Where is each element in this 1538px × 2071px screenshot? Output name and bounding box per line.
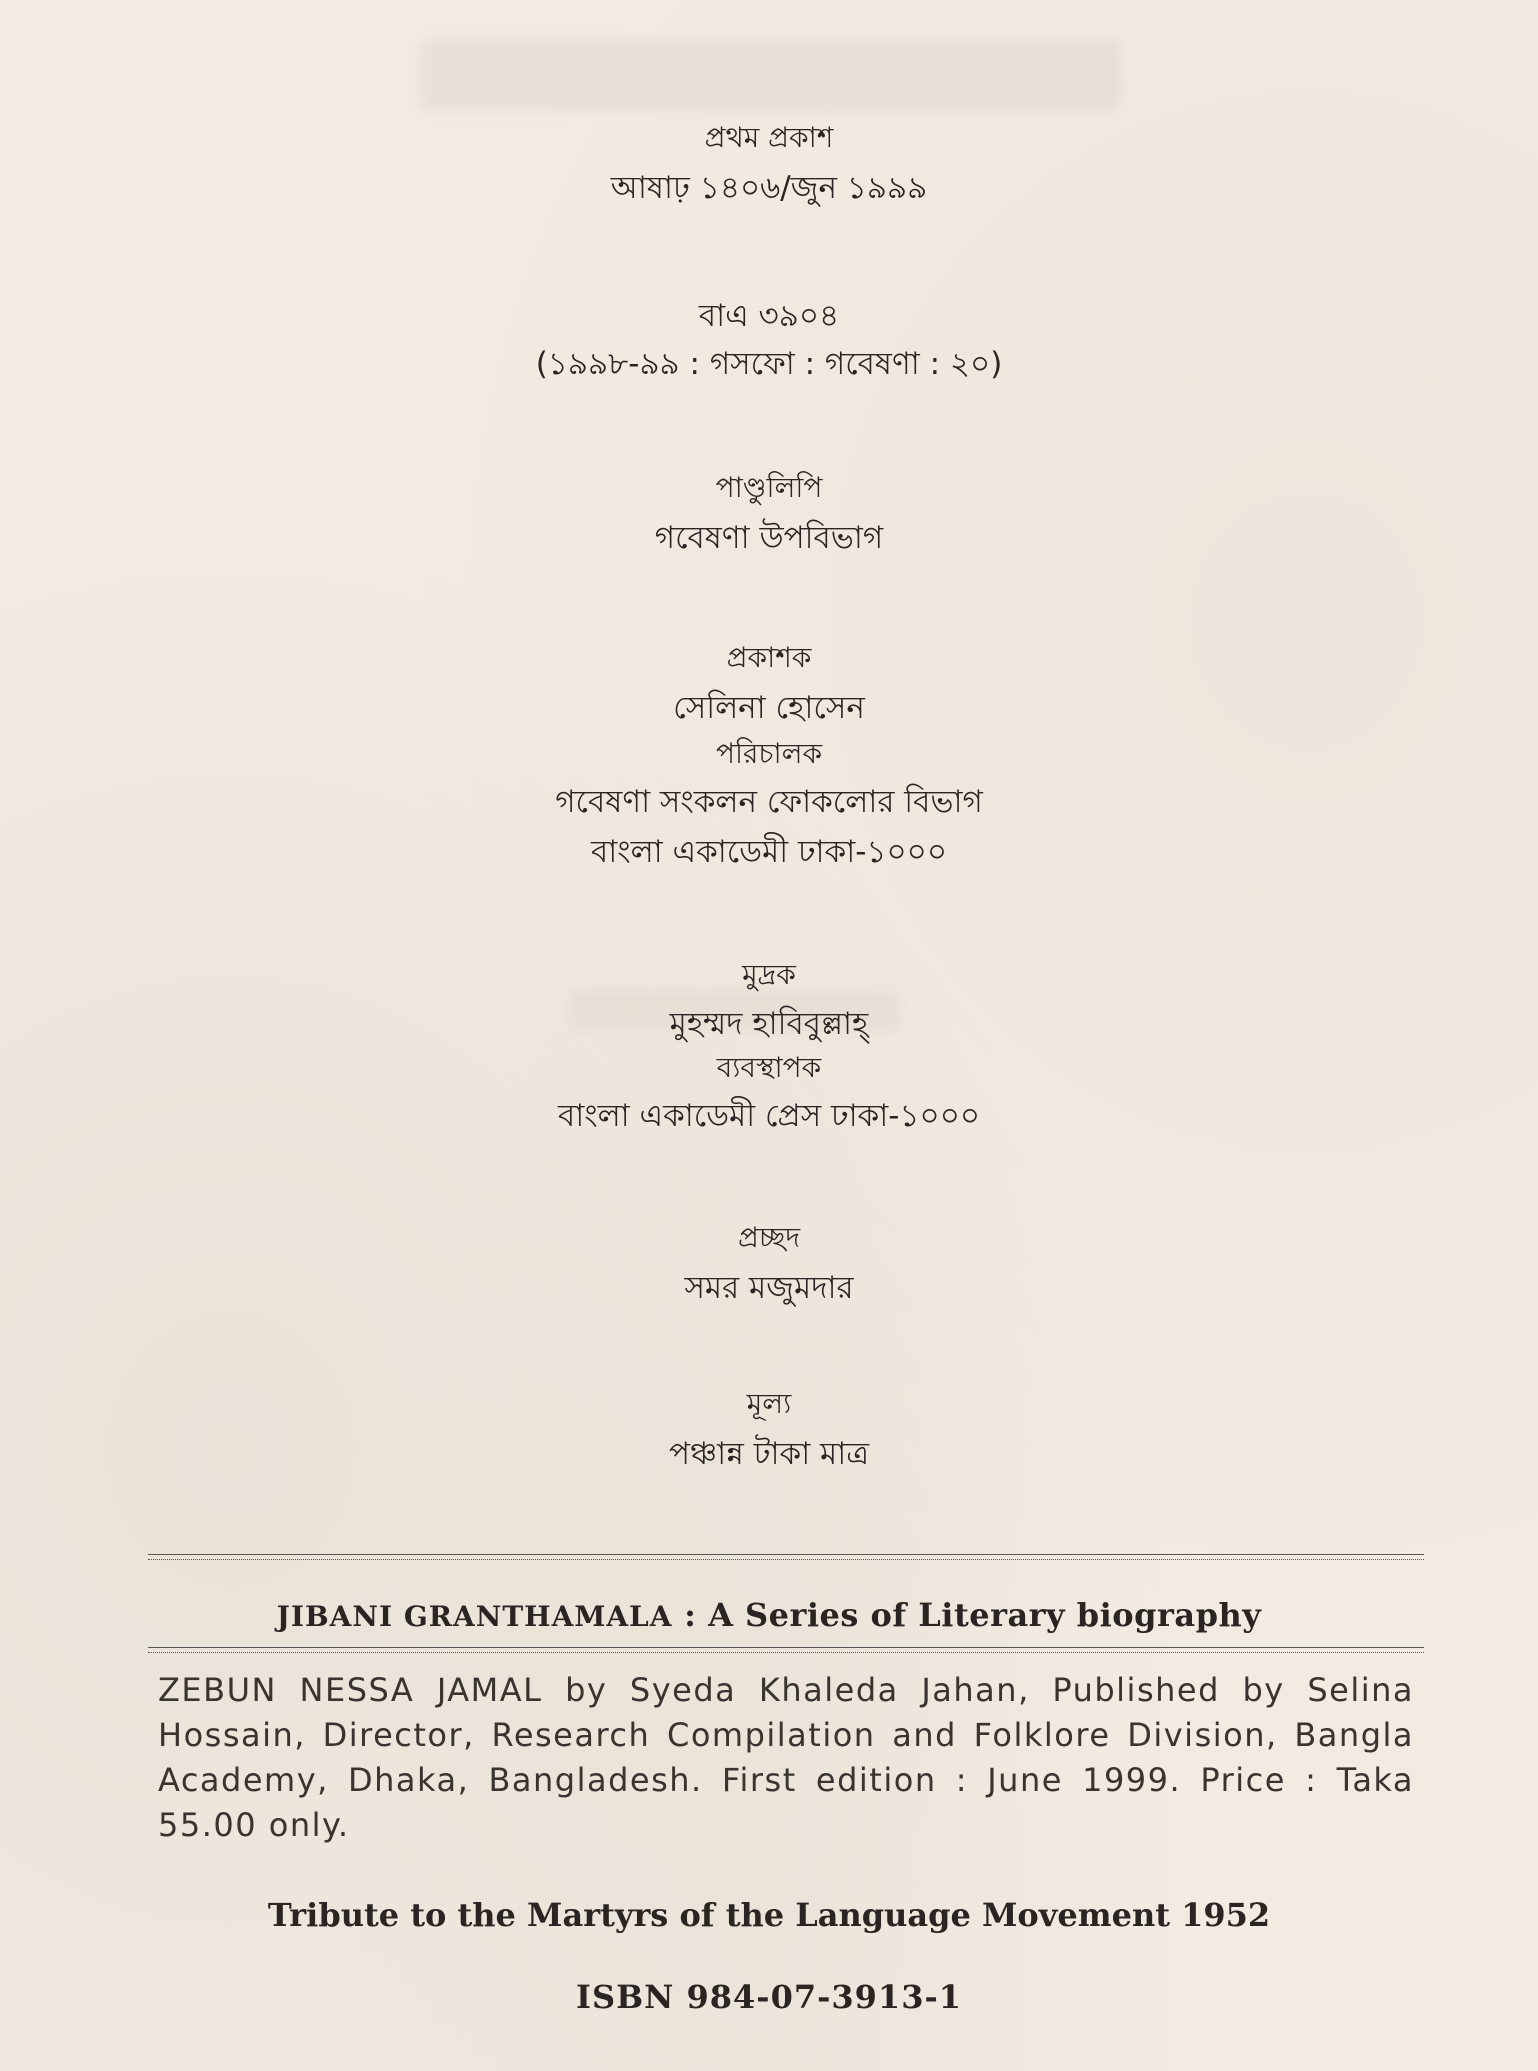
cover-artist: সমর মজুমদার [684, 1270, 854, 1306]
tribute-line: Tribute to the Martyrs of the Language Movement 1952 [267, 1896, 1271, 1934]
series-name: JIBANI GRANTHAMALA [276, 1600, 673, 1633]
manuscript-label: পাণ্ডুলিপি [715, 471, 823, 504]
printer-address: বাংলা একাডেমী প্রেস ঢাকা-১০০০ [557, 1098, 981, 1134]
series-title [0, 1596, 1538, 1634]
publisher-name: সেলিনা হোসেন [673, 690, 865, 726]
isbn: ISBN 984-07-3913-1 [575, 1978, 962, 2016]
publisher-division: গবেষণা সংকলন ফোকলোর বিভাগ [555, 784, 983, 820]
series-separator: : [684, 1596, 697, 1634]
bottom-divider [148, 1647, 1424, 1653]
publisher-role: পরিচালক [715, 737, 823, 770]
english-imprint: ZEBUN NESSA JAMAL by Syeda Khaleda Jahan, Published by Selina Hossain, Director, Research Compilation and Folklore Division, Bangla Academy, Dhaka, Bangladesh. First edition : June 1999. Price : Taka 55.00 only. [158, 1671, 1414, 1844]
publisher-address: বাংলা একাডেমী ঢাকা-১০০০ [591, 834, 947, 870]
price-label: মূল্য [746, 1387, 792, 1420]
printer-name: মুহম্মদ হাবিবুল্লাহ্ [669, 1006, 869, 1042]
printer-role: ব্যবস্থাপক [716, 1051, 822, 1084]
manuscript-value: গবেষণা উপবিভাগ [654, 520, 884, 556]
cover-label: প্রচ্ছদ [737, 1221, 801, 1254]
publisher-label: প্রকাশক [726, 641, 812, 674]
first-edition-date: আষাঢ় ১৪০৬/জুন ১৯৯৯ [610, 170, 928, 206]
top-divider [148, 1554, 1424, 1560]
catalog-number: বাএ ৩৯০৪ [698, 298, 840, 334]
printer-label: মুদ্রক [742, 958, 796, 991]
catalog-code: (১৯৯৮-৯৯ : গসফো : গবেষণা : ২০) [535, 346, 1003, 382]
first-edition-label: প্রথম প্রকাশ [704, 121, 834, 154]
price-value: পঞ্চান্ন টাকা মাত্র [668, 1436, 870, 1472]
series-description: A Series of Literary biography [708, 1596, 1262, 1634]
